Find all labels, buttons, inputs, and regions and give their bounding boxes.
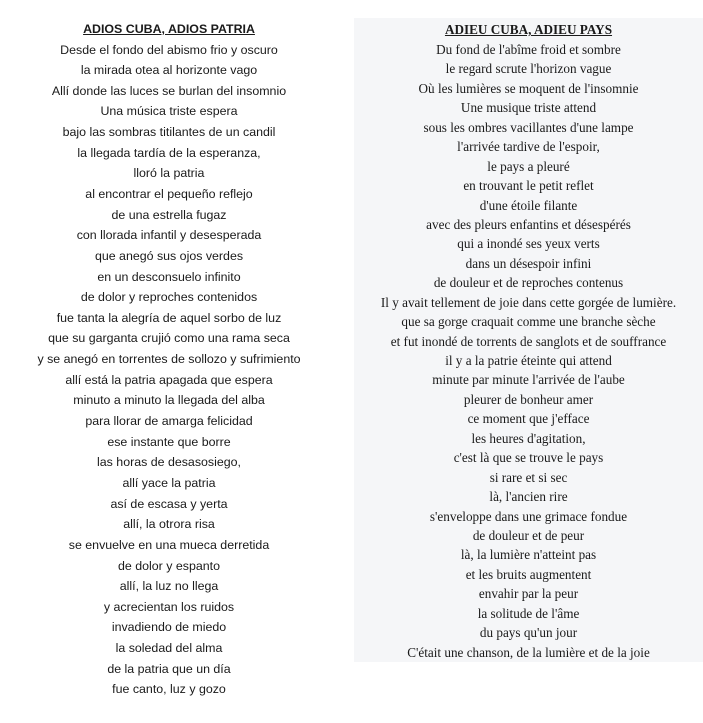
french-poem-line: de douleur et de peur [472, 527, 585, 543]
spanish-poem-line: con llorada infantil y desesperada [76, 228, 262, 243]
french-poem-line: C'était une chanson, de la lumière et de la joie [407, 644, 650, 660]
spanish-poem-line: minuto a minuto la llegada del alba [73, 393, 265, 408]
french-poem-line: le pays a pleuré [487, 158, 570, 174]
spanish-poem-line: que anegó sus ojos verdes [94, 248, 244, 263]
french-poem-line: ce moment que j'efface [467, 411, 590, 427]
spanish-poem-line: de dolor y espanto [118, 558, 220, 573]
spanish-poem-line: allí está la patria apagada que espera [65, 372, 273, 387]
spanish-poem-line: la mirada otea al horizonte vago [80, 63, 258, 78]
french-poem-line: il y a la patrie éteinte qui attend [445, 353, 612, 368]
spanish-poem-line: al encontrar el pequeño reflejo [85, 186, 253, 201]
spanish-poem-line: invadiendo de miedo [111, 620, 227, 635]
french-poem-line: le regard scrute l'horizon vague [445, 61, 612, 77]
french-poem [354, 18, 703, 662]
spanish-poem-title: ADIOS CUBA, ADIOS PATRIA [83, 22, 255, 36]
french-poem-line: Une musique triste attend [460, 100, 597, 116]
spanish-poem-line: de una estrella fugaz [111, 207, 227, 222]
french-poem-line: pleurer de bonheur amer [463, 391, 594, 407]
french-poem-line: la solitude de l'âme [477, 605, 580, 621]
spanish-poem-line: allí yace la patria [122, 475, 216, 490]
french-poem-line: sous les ombres vacillantes d'une lampe [423, 119, 634, 135]
french-poem-line: là, l'ancien rire [489, 489, 568, 505]
spanish-poem-line: allí, la otrora risa [123, 517, 215, 532]
spanish-poem-line: fue canto, luz y gozo [112, 682, 226, 697]
spanish-poem-line: así de escasa y yerta [110, 496, 228, 511]
french-poem-line: de douleur et de reproches contenus [433, 275, 624, 291]
french-poem-line: Où les lumières se moquent de l'insomnie [418, 80, 639, 96]
french-poem-line: s'enveloppe dans une grimace fondue [429, 508, 628, 524]
spanish-poem-line: en un desconsuelo infinito [97, 269, 241, 284]
spanish-poem-line: para llorar de amarga felicidad [85, 414, 253, 429]
french-poem-line: les heures d'agitation, [471, 430, 586, 446]
spanish-poem-line: bajo las sombras titilantes de un candil [62, 125, 276, 140]
spanish-poem-line: lloró la patria [133, 166, 205, 181]
spanish-poem-line: ese instante que borre [107, 434, 231, 449]
french-poem-line: et les bruits augmentent [465, 566, 592, 582]
spanish-poem-line: Una música triste espera [100, 104, 238, 119]
french-poem-line: qui a inondé ses yeux verts [457, 236, 600, 252]
spanish-poem-lines [0, 40, 338, 701]
spanish-poem-line: de dolor y reproches contenidos [80, 290, 258, 305]
spanish-poem-line: que su garganta crujió como una rama seca [48, 331, 290, 346]
french-poem-line: envahir par la peur [478, 586, 579, 602]
spanish-poem-line: la llegada tardía de la esperanza, [77, 145, 261, 160]
french-poem-line: Il y avait tellement de joie dans cette gorgée de lumière. [380, 294, 677, 310]
french-poem-line: que sa gorge craquait comme une branche sèche [401, 314, 656, 330]
french-poem-line: du pays qu'un jour [479, 625, 578, 641]
french-poem-title: ADIEU CUBA, ADIEU PAYS [444, 22, 613, 37]
spanish-poem [0, 19, 338, 700]
french-poem-line: si rare et si sec [489, 469, 568, 485]
french-poem-line: l'arrivée tardive de l'espoir, [457, 139, 600, 155]
french-poem-line: dans un désespoir infini [465, 255, 592, 271]
spanish-poem-line: Desde el fondo del abismo frio y oscuro [60, 42, 278, 57]
french-poem-line: avec des pleurs enfantins et désespérés [426, 216, 631, 232]
french-poem-line: et fut inondé de torrents de sanglots et de souffrance [390, 333, 667, 349]
french-poem-line: là, la lumière n'atteint pas [460, 547, 597, 563]
spanish-poem-line: y se anegó en torrentes de sollozo y sufrimiento [37, 352, 301, 367]
spanish-poem-line: y acrecientan los ruidos [103, 599, 235, 614]
spanish-poem-line: fue tanta la alegría de aquel sorbo de luz [56, 310, 282, 325]
spanish-poem-line: la soledad del alma [115, 641, 223, 656]
spanish-poem-line: de la patria que un día [107, 661, 231, 676]
french-poem-line: Du fond de l'abîme froid et sombre [436, 42, 621, 57]
spanish-poem-line: allí, la luz no llega [119, 579, 219, 594]
french-poem-line: d'une étoile filante [479, 197, 578, 213]
french-poem-line: en trouvant le petit reflet [463, 178, 594, 194]
french-poem-line: c'est là que se trouve le pays [453, 450, 604, 466]
spanish-poem-line: Allí donde las luces se burlan del insomnio [51, 83, 287, 98]
french-poem-line: minute par minute l'arrivée de l'aube [432, 372, 625, 388]
french-poem-lines [354, 40, 703, 662]
spanish-poem-line: se envuelve en una mueca derretida [68, 537, 270, 552]
spanish-poem-line: las horas de desasosiego, [97, 455, 241, 470]
